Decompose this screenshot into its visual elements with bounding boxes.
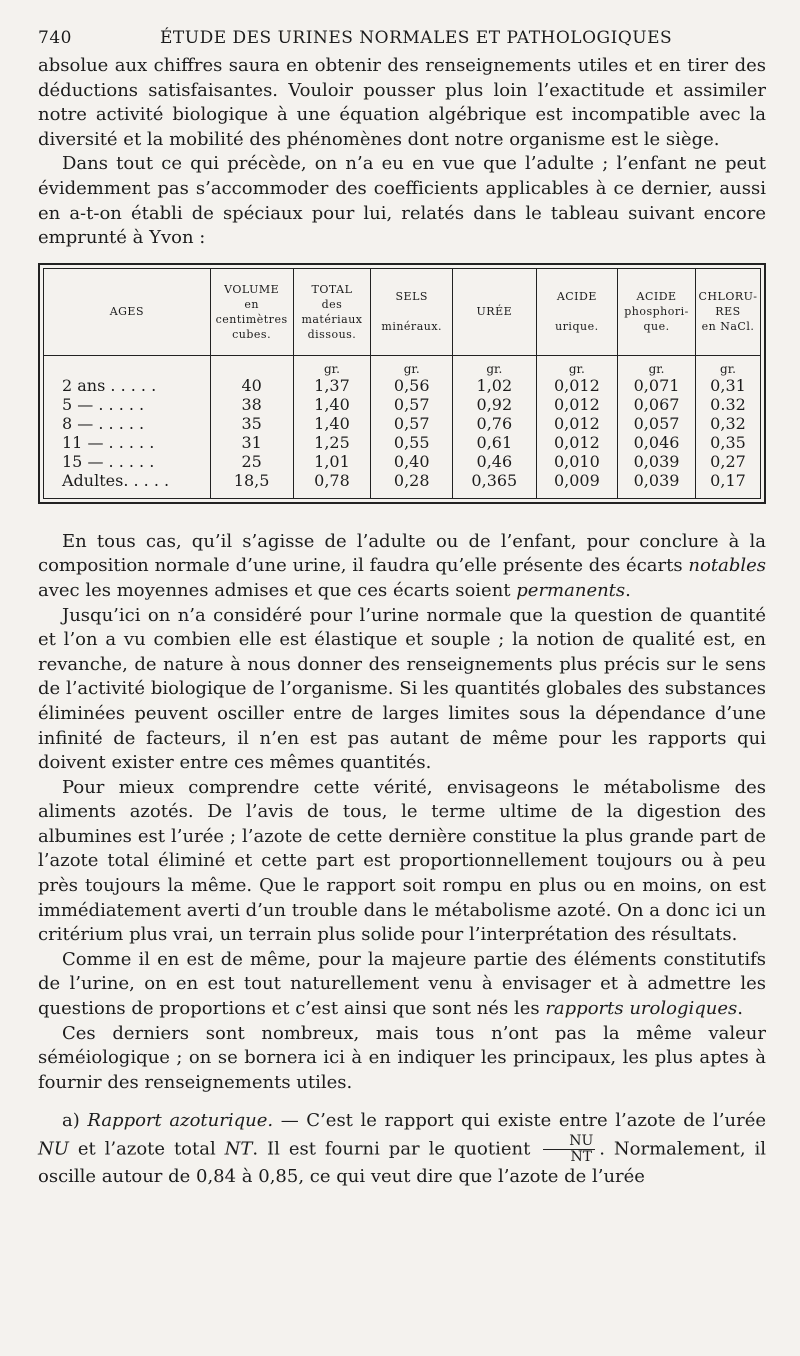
value-cell: 35 bbox=[210, 414, 293, 433]
table-frame bbox=[38, 263, 766, 504]
paragraph-1: absolue aux chiffres saura en obtenir des renseignements utiles et en tirer des déductions satisfaisantes. Vouloir pousser plus loin l’exactitude et assimiler notre activité biologique à une équation algébrique est incompatible avec la diversité et la mobilité des phénomènes dont notre organisme est le siège. bbox=[38, 55, 766, 150]
page-number: 740 bbox=[38, 28, 72, 48]
unit-cell: gr. bbox=[618, 355, 696, 376]
value-cell: 0,012 bbox=[536, 414, 618, 433]
value-cell: 0,012 bbox=[536, 395, 618, 414]
value-cell: 0,78 bbox=[293, 471, 371, 499]
age-cell: 11 — . . . . . bbox=[62, 432, 155, 452]
fraction-numerator: NU bbox=[543, 1134, 595, 1150]
value-cell: 1,37 bbox=[293, 376, 371, 395]
value-cell: 0,35 bbox=[695, 433, 760, 452]
value-cell: 1,02 bbox=[453, 376, 537, 395]
paragraph-5: Pour mieux comprendre cette vérité, envisageons le métabolisme des aliments azotés. De l’avis de tous, le terme ultime de la digestion des albumines est l’urée ; l’azote de cette dernière constitue la plus grande part de l’azote total éliminé et cette part est proportionnellement toujours ou à peu près toujours la même. Que le rapport soit rompu en plus ou en moins, on est immédiatement averti d’un trouble dans le métabolisme azoté. On a donc ici un critérium plus vrai, un terrain plus solide pour l’interprétation des résultats. bbox=[38, 776, 766, 946]
value-cell: 0,071 bbox=[618, 376, 696, 395]
emphasis-rapports-urologiques: rapports urologiques bbox=[545, 998, 738, 1020]
table-body bbox=[44, 355, 761, 498]
age-cell: 15 — . . . . . bbox=[62, 451, 155, 471]
symbol-nu: NU bbox=[38, 1138, 69, 1160]
value-cell: 0,012 bbox=[536, 376, 618, 395]
value-cell: 0,76 bbox=[453, 414, 537, 433]
table-row bbox=[44, 414, 761, 433]
value-cell: 0,61 bbox=[453, 433, 537, 452]
value-cell: 1,40 bbox=[293, 414, 371, 433]
value-cell: 0,27 bbox=[695, 452, 760, 471]
value-cell: 0,046 bbox=[618, 433, 696, 452]
value-cell: 0,46 bbox=[453, 452, 537, 471]
column-header: ACIDE urique. bbox=[536, 268, 618, 355]
column-header: VOLUME en centimètres cubes. bbox=[210, 268, 293, 355]
age-cell: 2 ans . . . . . bbox=[62, 375, 157, 395]
value-cell: 0,57 bbox=[371, 414, 453, 433]
symbol-nt: NT bbox=[224, 1138, 253, 1160]
unit-cell: gr. bbox=[293, 355, 371, 376]
book-page bbox=[38, 28, 766, 1190]
column-header: TOTAL des matériaux dissous. bbox=[293, 268, 371, 355]
column-header: SELS minéraux. bbox=[371, 268, 453, 355]
value-cell: 0,32 bbox=[695, 414, 760, 433]
unit-cell bbox=[44, 355, 211, 376]
paragraph-8: a) Rapport azoturique. — C’est le rapport qui existe entre l’azote de l’urée NU et l’azote total NT. Il est fourni par le quotient $\frac{NU}{NT}$ . Normalement, il oscille autour de 0,84 à 0,85, ce qui veut dire que l’azote de l’urée bbox=[38, 1110, 766, 1187]
paragraph-6: Comme il en est de même, pour la majeure partie des éléments constitutifs de l’urine, on en est tout naturellement venu à envisager et à admettre les questions de proportions et c’est ainsi que sont nés les rapports urologiques. bbox=[38, 948, 766, 1020]
value-cell: 0,039 bbox=[618, 471, 696, 499]
table-row bbox=[44, 471, 761, 499]
age-cell: 8 — . . . . . bbox=[62, 413, 145, 433]
emphasis-notables: notables bbox=[688, 555, 766, 577]
value-cell: 0,56 bbox=[371, 376, 453, 395]
value-cell: 0,067 bbox=[618, 395, 696, 414]
value-cell: 0,92 bbox=[453, 395, 537, 414]
value-cell: 0,17 bbox=[695, 471, 760, 499]
table-header-row bbox=[44, 268, 761, 355]
value-cell: 0,039 bbox=[618, 452, 696, 471]
unit-cell: gr. bbox=[453, 355, 537, 376]
value-cell: 0,40 bbox=[371, 452, 453, 471]
value-cell: 25 bbox=[210, 452, 293, 471]
value-cell: 0,010 bbox=[536, 452, 618, 471]
table-row bbox=[44, 376, 761, 395]
age-cell: 5 — . . . . . bbox=[62, 394, 145, 414]
age-cell: Adultes. . . . . bbox=[62, 470, 170, 490]
value-cell: 1,01 bbox=[293, 452, 371, 471]
column-header: AGES bbox=[44, 268, 211, 355]
table-row bbox=[44, 452, 761, 471]
unit-cell bbox=[210, 355, 293, 376]
value-cell: 0,57 bbox=[371, 395, 453, 414]
table-row bbox=[44, 395, 761, 414]
table-row bbox=[44, 433, 761, 452]
paragraph-7: Ces derniers sont nombreux, mais tous n’ont pas la même valeur séméiologique ; on se bornera ici à en indiquer les principaux, les plus aptes à fournir des renseignements utiles. bbox=[38, 1022, 766, 1093]
unit-cell: gr. bbox=[371, 355, 453, 376]
value-cell: 0.32 bbox=[695, 395, 760, 414]
emphasis-permanents: permanents bbox=[516, 579, 626, 601]
section-title-rapport-azoturique: Rapport azoturique. bbox=[87, 1110, 274, 1132]
column-header: ACIDE phosphori- que. bbox=[618, 268, 696, 355]
paragraph-3: En tous cas, qu’il s’agisse de l’adulte ou de l’enfant, pour conclure à la composition normale d’une urine, il faudra qu’elle présente des écarts notables avec les moyennes admises et que ces écarts soient permanents. bbox=[38, 530, 766, 601]
value-cell: 31 bbox=[210, 433, 293, 452]
paragraph-4: Jusqu’ici on n’a considéré pour l’urine normale que la question de quantité et l’on a vu combien elle est élastique et souple ; la notion de qualité est, en revanche, de nature à nous donner des renseignements plus précis sur le sens de l’activité biologique de l’organisme. Si les quantités globales des substances éliminées peuvent osciller entre de larges limites sous la dépendance d’une infinité de facteurs, il n’en est pas autant de même pour les rapports qui doivent exister entre ces mêmes quantités. bbox=[38, 604, 766, 774]
column-header: URÉE bbox=[453, 268, 537, 355]
unit-cell: gr. bbox=[695, 355, 760, 376]
running-header bbox=[38, 28, 766, 54]
value-cell: 38 bbox=[210, 395, 293, 414]
paragraph-2: Dans tout ce qui précède, on n’a eu en vue que l’adulte ; l’enfant ne peut évidemment pas s’accommoder des coefficients applicables à ce dernier, aussi en a-t-on établi de spéciaux pour lui, relatés dans le tableau suivant encore emprunté à Yvon : bbox=[38, 153, 766, 249]
fraction-denominator: NT bbox=[570, 1149, 593, 1165]
value-cell: 0,009 bbox=[536, 471, 618, 499]
column-header: CHLORU- RES en NaCl. bbox=[695, 268, 760, 355]
value-cell: 0,55 bbox=[371, 433, 453, 452]
unit-cell: gr. bbox=[536, 355, 618, 376]
value-cell: 40 bbox=[210, 376, 293, 395]
unit-row bbox=[44, 355, 761, 376]
running-title: ÉTUDE DES URINES NORMALES ET PATHOLOGIQUES bbox=[160, 28, 673, 48]
value-cell: 0,28 bbox=[371, 471, 453, 499]
value-cell: 0,31 bbox=[695, 376, 760, 395]
value-cell: 1,25 bbox=[293, 433, 371, 452]
urine-coefficients-table bbox=[43, 268, 761, 499]
value-cell: 0,057 bbox=[618, 414, 696, 433]
value-cell: 18,5 bbox=[210, 471, 293, 499]
quotient-fraction bbox=[543, 1134, 595, 1165]
value-cell: 0,012 bbox=[536, 433, 618, 452]
value-cell: 1,40 bbox=[293, 395, 371, 414]
value-cell: 0,365 bbox=[453, 471, 537, 499]
